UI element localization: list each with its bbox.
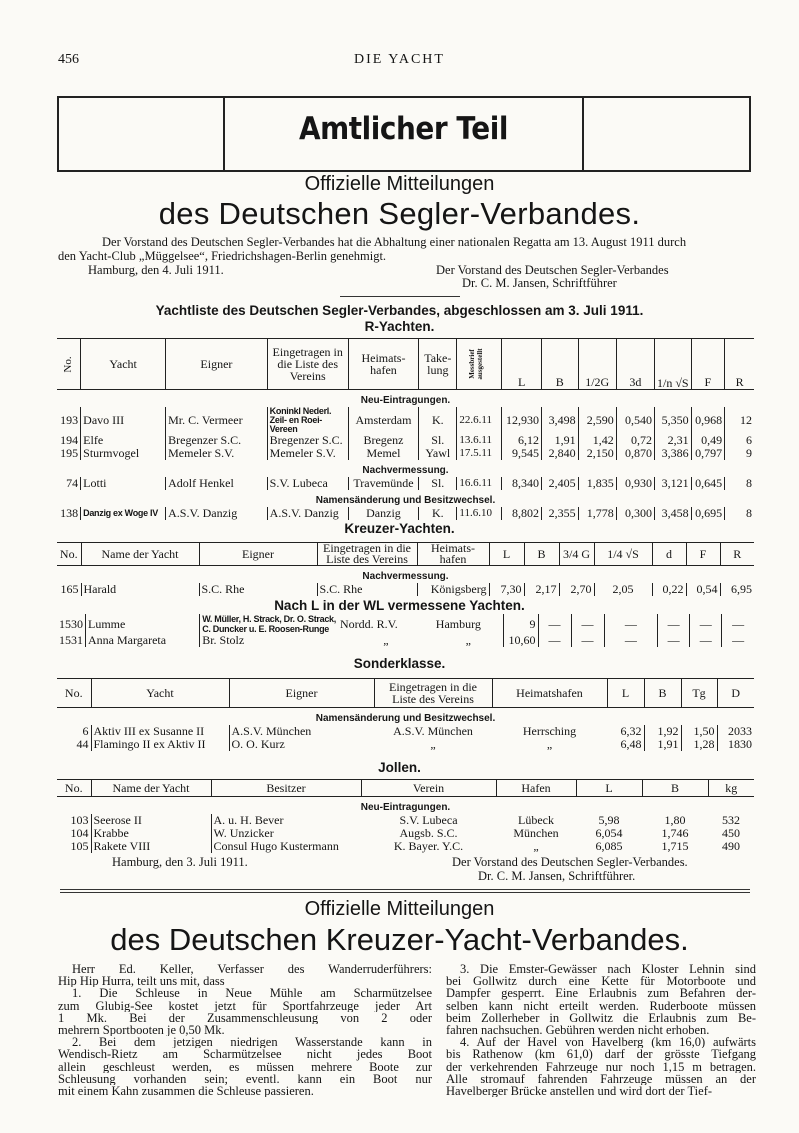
j-cell-l: 6,054 bbox=[595, 826, 623, 840]
r-cell-f: 0,968 bbox=[691, 407, 725, 434]
r-cell-sqrt-s: 3,386 bbox=[654, 447, 691, 460]
k-h-g: 3/4 G bbox=[559, 543, 594, 566]
j-cell-hafen: München bbox=[513, 826, 559, 840]
r-section-label: Neu-Eintragungen. bbox=[360, 395, 451, 406]
wl-cell-dash: — bbox=[722, 614, 754, 634]
j-cell-verein: K. Bayer. Y.C. bbox=[393, 839, 464, 853]
s-cell-tg: 1,28 bbox=[681, 738, 717, 751]
section1-heading2: des Deutschen Segler-Verbandes. bbox=[158, 196, 641, 231]
r-cell-3d: 0,300 bbox=[616, 507, 654, 520]
wl-cell-dash: — bbox=[658, 634, 690, 647]
wl-cell-dash: — bbox=[538, 634, 571, 647]
table-row bbox=[57, 477, 754, 490]
text-line: mehrern Sportbooten je 0,50 Mk. bbox=[58, 1024, 225, 1037]
j-cell-name: Rakete VIII bbox=[91, 840, 211, 853]
text-line: Wendisch-Rietz am Scharmützelsee nicht jedes Boot bbox=[58, 1048, 432, 1061]
k-section-row: Nachvermessung. bbox=[362, 571, 449, 582]
r-cell-sqrt-s: 3,458 bbox=[654, 507, 691, 520]
text-line: fahren nachsuchen. Gebühren werden nicht erhoben. bbox=[446, 1024, 710, 1037]
r-cell-b: 2,840 bbox=[541, 447, 578, 460]
k-cell-name: Harald bbox=[81, 583, 199, 596]
r-h-r: R bbox=[725, 339, 754, 390]
j-cell-no: 104 bbox=[70, 826, 89, 840]
j-cell-name: Seerose II bbox=[91, 814, 211, 827]
r-cell-yacht: Davo III bbox=[81, 407, 166, 434]
k-header-row bbox=[57, 543, 754, 566]
para-line2: den Yacht-Club „Müggelsee“, Friedrichshagen-Berlin genehmigt. bbox=[58, 249, 387, 263]
text-line: bis Rathenow (km 61,0) darf der grösste Tiefgang bbox=[446, 1048, 756, 1061]
j-cell-hafen: Lübeck bbox=[518, 813, 554, 827]
s-cell-l: 6,48 bbox=[620, 737, 642, 751]
r-cell-no: 195 bbox=[60, 446, 79, 460]
r-cell-f: 0,49 bbox=[691, 434, 725, 447]
r-cell-hafen: Memel bbox=[348, 447, 418, 460]
r-cell-halfg: 1,835 bbox=[578, 477, 616, 490]
k-cell-r: 6,95 bbox=[720, 583, 754, 596]
text-line: zum Glubig-See kostet jetzt für Sportfahrzeuge jeder Art bbox=[58, 999, 432, 1012]
j-h-kg: kg bbox=[708, 780, 754, 797]
kreuzer-body bbox=[57, 583, 754, 596]
yachtliste-sign1: Der Vorstand des Deutschen Segler-Verbandes. bbox=[452, 855, 688, 869]
section2-left-column bbox=[58, 963, 432, 1097]
r-cell-takelung: Sl. bbox=[419, 477, 457, 490]
wl-cell-port: Hamburg bbox=[435, 616, 481, 631]
section-divider bbox=[60, 889, 750, 893]
r-section-row bbox=[57, 490, 754, 507]
s-cell-liste: A.S.V. München bbox=[393, 724, 473, 738]
r-yachten-title: R-Yachten. bbox=[364, 319, 435, 334]
r-cell-r: 9 bbox=[725, 447, 754, 460]
r-cell-eigner: Mr. C. Vermeer bbox=[166, 407, 268, 434]
r-cell-l: 8,340 bbox=[502, 477, 542, 490]
k-h-no: No. bbox=[59, 546, 78, 561]
r-cell-sqrt-s: 5,350 bbox=[654, 407, 691, 434]
r-cell-eigner: Bregenzer S.C. bbox=[166, 434, 268, 447]
text-line: Havelberger Brücke anstellen und wird dort der Tief- bbox=[446, 1085, 713, 1098]
r-cell-sqrt-s: 2,31 bbox=[654, 434, 691, 447]
s-h-yacht: Yacht bbox=[91, 679, 229, 708]
r-cell-takelung: Yawl bbox=[419, 447, 457, 460]
banner-divider-left bbox=[223, 98, 225, 170]
text-line: Alle stromauf fahrenden Fahrzeuge müssen an der bbox=[446, 1072, 756, 1086]
wl-cell-name: Lumme bbox=[86, 614, 200, 634]
r-cell-no: 194 bbox=[60, 433, 79, 447]
text-line: 3. Die Emster-Gewässer nach Kloster Lehnin sind bbox=[460, 963, 756, 976]
text-line: der verkehrenden Fahrzeuge nur noch 1,15 m betragen. bbox=[446, 1060, 756, 1073]
page-number: 456 bbox=[58, 52, 79, 67]
wl-cell-dash: — bbox=[538, 614, 571, 634]
k-cell-l: 7,30 bbox=[489, 583, 524, 596]
sonderklasse-title: Sonderklasse. bbox=[353, 656, 446, 671]
r-cell-hafen: Amsterdam bbox=[348, 407, 418, 434]
s-cell-d: 2033 bbox=[717, 725, 754, 738]
wl-owner-line2: C. Duncker u. E. Roosen-Runge bbox=[202, 624, 330, 634]
table-row bbox=[57, 507, 754, 520]
yachtliste-title: Yachtliste des Deutschen Segler-Verbandes, abgeschlossen am 3. Juli 1911. bbox=[155, 303, 644, 318]
s-h-l: L bbox=[607, 679, 644, 708]
wl-title: Nach L in der WL vermessene Yachten. bbox=[274, 598, 525, 613]
r-h-sqrt-s: 1/n √S bbox=[654, 339, 691, 390]
k-h-liste: Eingetragen in die Liste des Vereins bbox=[317, 543, 417, 566]
k-h-l: L bbox=[489, 543, 524, 566]
j-cell-kg: 532 bbox=[722, 813, 740, 827]
k-h-r: R bbox=[720, 543, 754, 566]
r-cell-eigner: A.S.V. Danzig bbox=[166, 507, 268, 520]
j-cell-b: 1,80 bbox=[664, 813, 686, 827]
running-title: DIE YACHT bbox=[354, 52, 445, 67]
j-h-verein: Verein bbox=[361, 780, 496, 797]
j-h-hafen: Hafen bbox=[496, 780, 576, 797]
r-h-no: No. bbox=[62, 355, 75, 373]
r-cell-f: 0,645 bbox=[691, 477, 725, 490]
section1-sign2: Dr. C. M. Jansen, Schriftführer bbox=[462, 276, 617, 290]
k-cell-d: 0,22 bbox=[652, 583, 686, 596]
s-cell-yacht: Aktiv III ex Susanne II bbox=[91, 725, 229, 738]
wl-cell-no: 1530 bbox=[59, 616, 83, 631]
r-h-yacht: Yacht bbox=[81, 339, 166, 390]
s-cell-l: 6,32 bbox=[620, 724, 642, 738]
r-cell-messbrief: 16.6.11 bbox=[457, 477, 502, 490]
j-cell-no: 103 bbox=[70, 813, 89, 827]
para-line1: Der Vorstand des Deutschen Segler-Verbandes hat die Abhaltung einer nationalen Regatta am 13. August 1911 durch bbox=[102, 235, 687, 249]
k-h-b: B bbox=[524, 543, 559, 566]
s-section-row: Namensänderung und Besitzwechsel. bbox=[315, 713, 496, 724]
wl-cell-dash: — bbox=[571, 634, 604, 647]
r-cell-yacht: Elfe bbox=[81, 434, 166, 447]
r-cell-sqrt-s: 3,121 bbox=[654, 477, 691, 490]
wl-owner-line1: W. Müller, H. Strack, Dr. O. Strack, bbox=[202, 614, 336, 624]
r-h-3d: 3d bbox=[616, 339, 654, 390]
wl-cell-port: „ bbox=[465, 633, 471, 647]
wl-cell-dash: — bbox=[690, 634, 722, 647]
section2-right-column bbox=[446, 963, 756, 1097]
r-cell-eigner: Memeler S.V. bbox=[166, 447, 268, 460]
r-cell-no: 138 bbox=[60, 506, 79, 520]
j-section-row: Neu-Eintragungen. bbox=[360, 802, 451, 813]
text-line: mit einem Kahn zusammen die Schleuse passieren. bbox=[58, 1085, 314, 1098]
r-cell-messbrief: 17.5.11 bbox=[457, 447, 502, 460]
wl-cell-l: 9 bbox=[503, 614, 538, 634]
s-h-liste: Eingetragen in die Liste des Vereins bbox=[374, 679, 492, 708]
r-h-halfg: 1/2G bbox=[578, 339, 616, 390]
banner-divider-right bbox=[582, 98, 584, 170]
section1-paragraph bbox=[58, 235, 754, 263]
k-cell-b: 2,17 bbox=[524, 583, 559, 596]
k-cell-no: 165 bbox=[60, 582, 79, 596]
k-cell-g: 2,70 bbox=[559, 583, 594, 596]
r-cell-3d: 0,930 bbox=[616, 477, 654, 490]
j-cell-besitzer: A. u. H. Bever bbox=[211, 814, 361, 827]
k-cell-hafen: Königsberg bbox=[417, 583, 489, 596]
r-cell-halfg: 1,42 bbox=[578, 434, 616, 447]
s-h-no: No. bbox=[64, 685, 83, 700]
r-cell-r: 8 bbox=[725, 477, 754, 490]
sonderklasse-body bbox=[57, 725, 754, 751]
r-cell-yacht: Danzig ex Woge IV bbox=[81, 507, 166, 520]
j-h-b: B bbox=[642, 780, 708, 797]
wl-cell-club: Nordd. R.V. bbox=[339, 616, 398, 631]
table-row bbox=[57, 614, 754, 634]
j-cell-kg: 450 bbox=[722, 826, 740, 840]
table-row bbox=[57, 583, 754, 596]
r-section-row bbox=[57, 390, 754, 408]
text-line: bei Gollwitz durch eine Kette für Motorboote und bbox=[446, 975, 756, 988]
r-cell-b: 2,405 bbox=[541, 477, 578, 490]
j-cell-kg: 490 bbox=[722, 839, 740, 853]
banner-box bbox=[57, 96, 751, 172]
r-cell-yacht: Sturmvogel bbox=[81, 447, 166, 460]
jollen-table bbox=[57, 779, 754, 853]
r-cell-hafen: Danzig bbox=[348, 507, 418, 520]
s-h-eigner: Eigner bbox=[229, 679, 374, 708]
j-h-l: L bbox=[576, 780, 642, 797]
r-cell-messbrief: 22.6.11 bbox=[457, 407, 502, 434]
r-cell-b: 2,355 bbox=[541, 507, 578, 520]
r-h-l: L bbox=[502, 339, 542, 390]
j-cell-hafen: „ bbox=[533, 839, 539, 853]
r-cell-l: 9,545 bbox=[502, 447, 542, 460]
r-cell-liste: A.S.V. Danzig bbox=[267, 507, 348, 520]
text-line: Hip Hip Hurra, teilt uns mit, dass bbox=[58, 975, 225, 988]
r-cell-hafen: Travemünde bbox=[348, 477, 418, 490]
r-cell-l: 12,930 bbox=[502, 407, 542, 434]
jollen-body bbox=[57, 814, 754, 853]
j-cell-l: 6,085 bbox=[595, 839, 623, 853]
r-cell-messbrief: 11.6.10 bbox=[457, 507, 502, 520]
j-h-besitzer: Besitzer bbox=[211, 780, 361, 797]
wl-cell-owner bbox=[200, 614, 338, 634]
table-row bbox=[57, 447, 754, 460]
r-yachten-table bbox=[57, 338, 754, 520]
yachtliste-sign2: Dr. C. M. Jansen, Schriftführer. bbox=[478, 869, 636, 883]
text-line: 1. Die Schleuse in Neue Mühle am Scharmützelsee bbox=[72, 987, 432, 1000]
s-cell-hafen: „ bbox=[546, 737, 553, 751]
j-cell-besitzer: W. Unzicker bbox=[211, 827, 361, 840]
r-h-eigner: Eigner bbox=[166, 339, 268, 390]
r-cell-3d: 0,540 bbox=[616, 407, 654, 434]
j-cell-b: 1,746 bbox=[661, 826, 689, 840]
r-yachten-body bbox=[57, 390, 754, 521]
r-cell-liste: S.V. Lubeca bbox=[267, 477, 348, 490]
r-cell-l: 8,802 bbox=[502, 507, 542, 520]
r-cell-liste: Bregenzer S.C. bbox=[267, 434, 348, 447]
s-cell-eigner: A.S.V. München bbox=[229, 725, 374, 738]
r-cell-halfg: 1,778 bbox=[578, 507, 616, 520]
r-cell-b: 1,91 bbox=[541, 434, 578, 447]
r-cell-takelung: K. bbox=[419, 407, 457, 434]
s-cell-eigner: O. O. Kurz bbox=[229, 738, 374, 751]
s-cell-tg: 1,50 bbox=[681, 725, 717, 738]
table-row bbox=[57, 840, 754, 853]
r-h-f: F bbox=[691, 339, 725, 390]
r-section-label: Namensänderung und Besitzwechsel. bbox=[315, 495, 496, 506]
wl-cell-dash: — bbox=[722, 634, 754, 647]
wl-cell-dash: — bbox=[658, 614, 690, 634]
s-cell-hafen: Herrsching bbox=[522, 724, 577, 738]
r-cell-liste: Memeler S.V. bbox=[267, 447, 348, 460]
j-cell-no: 105 bbox=[70, 839, 89, 853]
r-h-liste: Eingetragen in die Liste des Vereins bbox=[267, 339, 348, 390]
text-line: 2. Bei dem jetzigen niedrigen Wasserstande kann in bbox=[72, 1036, 432, 1049]
k-cell-f: 0,54 bbox=[686, 583, 720, 596]
banner-title: Amtlicher Teil bbox=[298, 111, 508, 147]
j-cell-besitzer: Consul Hugo Kustermann bbox=[211, 840, 361, 853]
s-cell-no: 6 bbox=[82, 724, 89, 738]
r-h-messbrief: Messbrief ausgestellt bbox=[457, 339, 502, 390]
short-rule bbox=[340, 296, 460, 297]
r-cell-l: 6,12 bbox=[502, 434, 542, 447]
wl-cell-dash: — bbox=[604, 614, 658, 634]
wl-cell-no: 1531 bbox=[59, 633, 83, 647]
r-cell-3d: 0,870 bbox=[616, 447, 654, 460]
jollen-title: Jollen. bbox=[378, 760, 421, 775]
wl-table bbox=[57, 614, 754, 647]
r-cell-yacht: Lotti bbox=[81, 477, 166, 490]
k-cell-liste: S.C. Rhe bbox=[317, 583, 417, 596]
k-h-f: F bbox=[686, 543, 720, 566]
r-section-label: Nachvermessung. bbox=[362, 465, 449, 476]
text-line: Herr Ed. Keller, Verfasser des Wanderruderführers: bbox=[72, 963, 432, 976]
j-h-no: No. bbox=[64, 780, 83, 795]
text-line: selben kann nicht erteilt werden. Ruderboote müssen bbox=[446, 999, 756, 1012]
s-cell-b: 1,92 bbox=[644, 725, 681, 738]
text-line: allein geschleust werden, es müssen mehrere Boote zur bbox=[58, 1060, 432, 1073]
wl-cell-dash: — bbox=[690, 614, 722, 634]
k-cell-eigner: S.C. Rhe bbox=[199, 583, 317, 596]
section2-heading1: Offizielle Mitteilungen bbox=[304, 898, 495, 920]
text-line: beim Zollerheber in Gollwitz die Erlaubnis zum Be- bbox=[446, 1011, 756, 1025]
j-cell-l: 5,98 bbox=[598, 813, 620, 827]
r-cell-b: 3,498 bbox=[541, 407, 578, 434]
wl-cell-owner bbox=[200, 634, 338, 647]
s-cell-no: 44 bbox=[76, 737, 89, 751]
s-cell-d: 1830 bbox=[717, 738, 754, 751]
s-h-d: D bbox=[717, 679, 754, 708]
k-h-d: d bbox=[652, 543, 686, 566]
sonderklasse-table bbox=[57, 678, 754, 751]
j-cell-verein: Augsb. S.C. bbox=[399, 826, 458, 840]
r-h-hafen: Heimats-hafen bbox=[348, 339, 418, 390]
s-h-tg: Tg bbox=[681, 679, 717, 708]
section1-sign1: Der Vorstand des Deutschen Segler-Verbandes bbox=[436, 263, 669, 277]
wl-cell-dash: — bbox=[571, 614, 604, 634]
r-h-b: B bbox=[541, 339, 578, 390]
s-cell-liste: „ bbox=[430, 737, 436, 751]
section2-heading2: des Deutschen Kreuzer-Yacht-Verbandes. bbox=[110, 922, 689, 957]
text-line: 1 Mk. Bei der Zusammenschleusung von 2 oder bbox=[58, 1011, 432, 1025]
r-h-takelung: Take-lung bbox=[419, 339, 457, 390]
r-cell-hafen: Bregenz bbox=[348, 434, 418, 447]
wl-body bbox=[57, 614, 754, 647]
r-cell-takelung: Sl. bbox=[419, 434, 457, 447]
j-h-name: Name der Yacht bbox=[91, 780, 211, 797]
s-h-b: B bbox=[644, 679, 681, 708]
j-cell-b: 1,715 bbox=[661, 839, 689, 853]
wl-cell-dash: — bbox=[604, 634, 658, 647]
s-header-row bbox=[57, 679, 754, 708]
kreuzer-title: Kreuzer-Yachten. bbox=[344, 521, 455, 536]
r-cell-takelung: K. bbox=[419, 507, 457, 520]
r-cell-liste: Koninkl Nederl. Zeil- en Roei-Vereen bbox=[267, 407, 348, 434]
wl-cell-club: „ bbox=[383, 633, 389, 647]
yachtliste-date: Hamburg, den 3. Juli 1911. bbox=[112, 855, 248, 869]
table-row bbox=[57, 738, 754, 751]
k-h-hafen: Heimats-hafen bbox=[417, 543, 489, 566]
text-line: Dampfer gesperrt. Eine Erlaubnis zum Befahren der- bbox=[446, 987, 756, 1000]
section1-heading1: Offizielle Mitteilungen bbox=[304, 173, 495, 195]
j-cell-name: Krabbe bbox=[91, 827, 211, 840]
r-cell-eigner: Adolf Henkel bbox=[166, 477, 268, 490]
table-row bbox=[57, 407, 754, 434]
s-cell-b: 1,91 bbox=[644, 738, 681, 751]
text-line: Schleusung vorhanden sein; eventl. kann ein Boot nur bbox=[58, 1072, 432, 1086]
r-cell-f: 0,797 bbox=[691, 447, 725, 460]
wl-cell-l: 10,60 bbox=[503, 634, 538, 647]
k-cell-sqrt-s: 2,05 bbox=[594, 583, 652, 596]
r-cell-halfg: 2,590 bbox=[578, 407, 616, 434]
s-h-hafen: Heimatshafen bbox=[492, 679, 607, 708]
r-cell-3d: 0,72 bbox=[616, 434, 654, 447]
j-cell-verein: S.V. Lubeca bbox=[399, 813, 458, 827]
r-cell-messbrief: 13.6.11 bbox=[457, 434, 502, 447]
k-h-eigner: Eigner bbox=[199, 543, 317, 566]
r-cell-no: 193 bbox=[60, 413, 79, 427]
table-row bbox=[57, 634, 754, 647]
r-cell-r: 12 bbox=[725, 407, 754, 434]
r-header-row bbox=[57, 339, 754, 390]
wl-cell-name: Anna Margareta bbox=[86, 634, 200, 647]
r-cell-r: 8 bbox=[725, 507, 754, 520]
r-cell-r: 6 bbox=[725, 434, 754, 447]
r-cell-no: 74 bbox=[66, 476, 79, 490]
kreuzer-table bbox=[57, 542, 754, 596]
k-h-name: Name der Yacht bbox=[81, 543, 199, 566]
wl-owner-line1: Br. Stolz bbox=[202, 633, 245, 647]
text-line: 4. Auf der Havel von Havelberg (km 16,0) aufwärts bbox=[460, 1036, 756, 1049]
section1-date: Hamburg, den 4. Juli 1911. bbox=[88, 263, 224, 277]
k-h-sqrt-s: 1/4 √S bbox=[594, 543, 652, 566]
s-cell-yacht: Flamingo II ex Aktiv II bbox=[91, 738, 229, 751]
j-header-row bbox=[57, 780, 754, 797]
r-cell-f: 0,695 bbox=[691, 507, 725, 520]
r-section-row bbox=[57, 460, 754, 477]
r-cell-halfg: 2,150 bbox=[578, 447, 616, 460]
